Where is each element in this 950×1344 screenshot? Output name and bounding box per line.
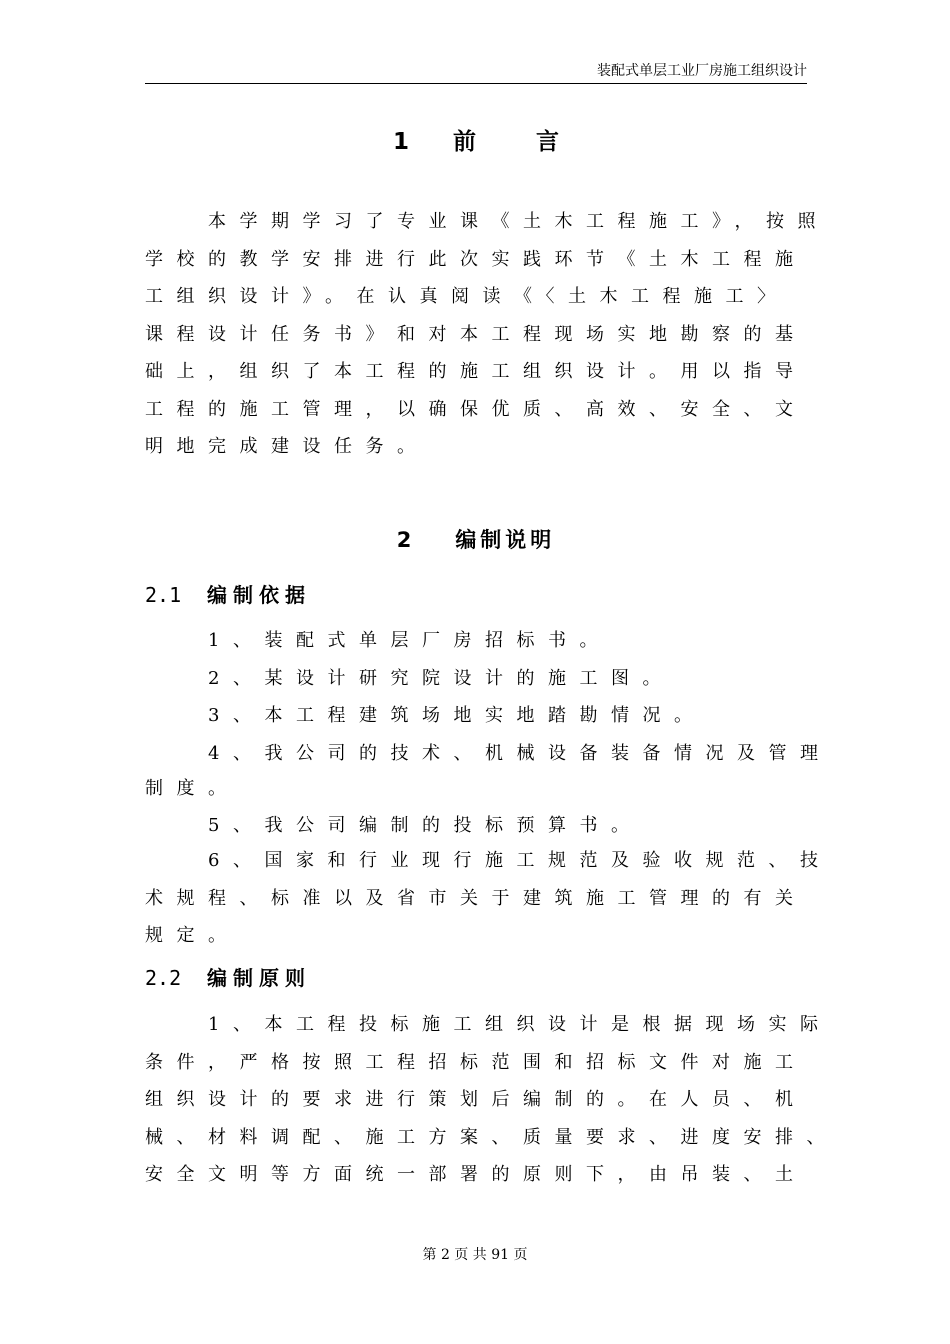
preface-line: 工程的施工管理，以确保优质、高效、安全、文 <box>145 398 807 420</box>
principles-paragraph <box>145 1006 838 1194</box>
preface-line: 本学期学习了专业课《土木工程施工》，按照 <box>145 211 829 232</box>
subsection-2-2-title: 编制原则 <box>207 966 311 990</box>
paragraph-line: 组织设计的要求进行策划后编制的。在人员、机 <box>145 1089 807 1110</box>
preface-line: 课程设计任务书》和对本工程现场实地勘察的基 <box>145 323 807 345</box>
section-2-title: 编制说明 <box>455 528 556 552</box>
list-item: 规定。 <box>145 925 240 946</box>
subsection-2-2-number: 2.2 <box>145 966 182 990</box>
page-header: 装配式单层工业厂房施工组织设计 <box>597 63 807 79</box>
subsection-2-2-heading <box>145 964 311 992</box>
subsection-2-1-heading <box>145 581 311 609</box>
paragraph-line: 械、材料调配、施工方案、质量要求、进度安排、 <box>145 1126 838 1148</box>
paragraph-line: 条件，严格按照工程招标范围和招标文件对施工 <box>145 1051 807 1073</box>
paragraph-line: 安全文明等方面统一部署的原则下，由吊装、土 <box>145 1164 807 1185</box>
preface-line: 明地完成建设任务。 <box>145 436 429 457</box>
list-item: 6、国家和行业现行施工规范及验收规范、技 <box>145 850 832 871</box>
list-item: 1、装配式单层厂房招标书。 <box>145 630 611 651</box>
preface-paragraph <box>145 203 829 466</box>
list-item: 5、我公司编制的投标预算书。 <box>145 815 643 836</box>
preface-line: 工组织设计》。在认真阅读《〈土木工程施工〉 <box>145 286 789 307</box>
basis-list <box>145 622 832 955</box>
section-1-title-char-1: 前 <box>453 129 476 155</box>
preface-line: 础上，组织了本工程的施工组织设计。用以指导 <box>145 361 807 382</box>
section-1-number: 1 <box>392 129 409 155</box>
list-item: 3、本工程建筑场地实地踏勘情况。 <box>145 705 706 726</box>
header-rule <box>145 83 807 84</box>
subsection-2-1-title: 编制依据 <box>207 583 311 607</box>
list-item: 术规程、标准以及省市关于建筑施工管理的有关 <box>145 887 807 909</box>
section-2-heading <box>145 525 807 555</box>
page-footer: 第 2 页 共 91 页 <box>422 1247 528 1263</box>
list-item: 2、某设计研究院设计的施工图。 <box>145 667 674 689</box>
section-1-title-char-2: 言 <box>536 129 559 155</box>
section-1-heading <box>145 127 807 157</box>
preface-line: 学校的教学安排进行此次实践环节《土木工程施 <box>145 248 807 270</box>
list-item: 制度。 <box>145 777 240 799</box>
section-2-number: 2 <box>396 528 416 552</box>
list-item: 4、我公司的技术、机械设备装备情况及管理 <box>145 742 832 764</box>
subsection-2-1-number: 2.1 <box>145 583 182 607</box>
paragraph-line: 1、本工程投标施工组织设计是根据现场实际 <box>145 1014 832 1035</box>
